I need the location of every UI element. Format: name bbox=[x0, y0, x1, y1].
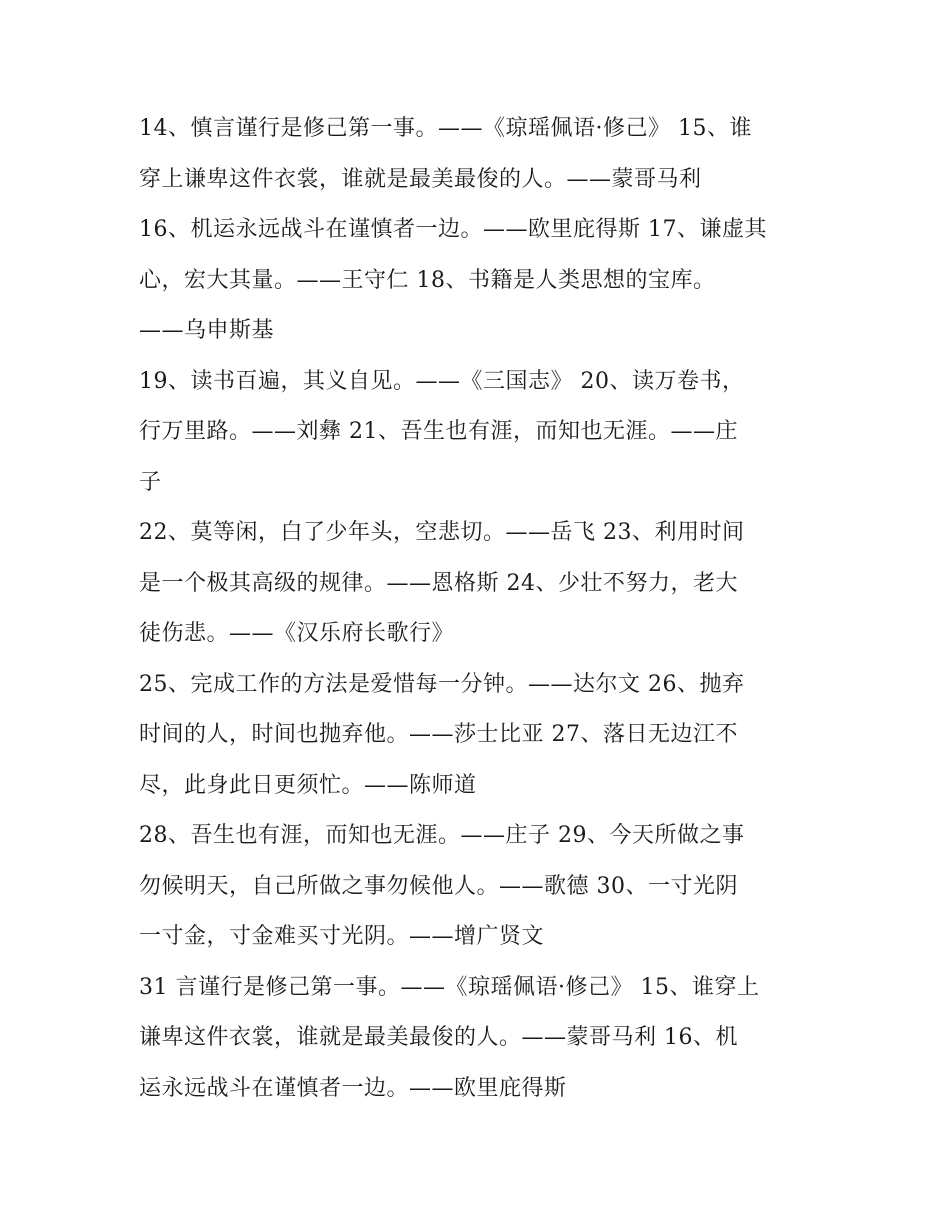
text-line: 勿候明天，自己所做之事勿候他人。——歌德 30、一寸光阴 bbox=[139, 873, 738, 899]
text-line: 是一个极其高级的规律。——恩格斯 24、少壮不努力，老大 bbox=[139, 570, 738, 596]
text-line: 31 言谨行是修己第一事。——《琼瑶佩语·修己》 15、谁穿上 bbox=[139, 974, 760, 1000]
text-line: 子 bbox=[139, 469, 162, 495]
text-line: 时间的人，时间也抛弃他。——莎士比亚 27、落日无边江不 bbox=[139, 722, 738, 747]
text-line: 25、完成工作的方法是爱惜每一分钟。——达尔文 26、抛弃 bbox=[139, 671, 745, 697]
text-line: 行万里路。——刘彝 21、吾生也有涯，而知也无涯。——庄 bbox=[139, 419, 738, 444]
text-line: 22、莫等闲，白了少年头，空悲切。——岳飞 23、利用时间 bbox=[139, 520, 745, 545]
document-body bbox=[139, 104, 819, 1114]
text-line: 心，宏大其量。——王守仁 18、书籍是人类思想的宝库。 bbox=[139, 267, 716, 293]
text-line: 16、机运永远战斗在谨慎者一边。——欧里庇得斯 17、谦虚其 bbox=[139, 217, 767, 242]
text-line: 徒伤悲。——《汉乐府长歌行》 bbox=[139, 621, 455, 646]
text-line: 运永远战斗在谨慎者一边。——欧里庇得斯 bbox=[139, 1075, 567, 1101]
text-line: 一寸金，寸金难买寸光阴。——增广贤文 bbox=[139, 924, 545, 949]
text-line: 谦卑这件衣裳，谁就是最美最俊的人。——蒙哥马利 16、机 bbox=[139, 1025, 738, 1050]
text-line: 19、读书百遍，其义自见。——《三国志》 20、读万卷书， bbox=[139, 368, 745, 394]
text-line: 28、吾生也有涯，而知也无涯。——庄子 29、今天所做之事 bbox=[139, 823, 745, 848]
text-line: 尽，此身此日更须忙。——陈师道 bbox=[139, 772, 477, 798]
text-line: 穿上谦卑这件衣裳，谁就是最美最俊的人。——蒙哥马利 bbox=[139, 166, 702, 192]
text-line: 14、慎言谨行是修己第一事。——《琼瑶佩语·修己》 15、谁 bbox=[139, 116, 752, 141]
text-line: ——乌申斯基 bbox=[139, 318, 275, 343]
